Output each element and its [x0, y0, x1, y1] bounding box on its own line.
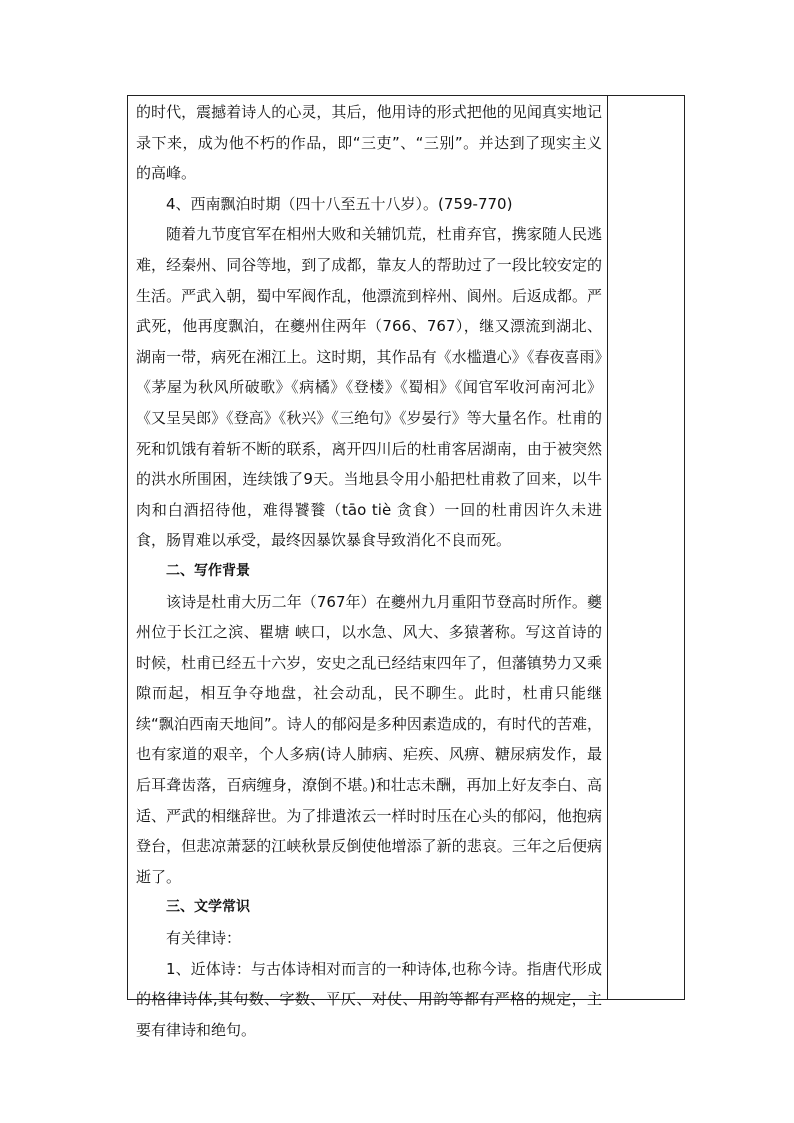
paragraph-modern-style-poetry: 1、近体诗：与古体诗相对而言的一种诗体,也称今诗。指唐代形成的格律诗体,其句数、字数、平仄、对仗、用韵等都有严格的规定，主要有律诗和绝句。: [136, 959, 602, 1039]
paragraph-historical-context: 的时代，震撼着诗人的心灵，其后，他用诗的形式把他的见闻真实地记录下来，成为他不朽的作品，即“三吏”、“三别”。并达到了现实主义的高峰。: [136, 103, 602, 183]
paragraph-writing-background: 该诗是杜甫大历二年（767年）在夔州九月重阳节登高时所作。夔州位于长江之滨、瞿塘 峡口，以水急、风大、多猿著称。写这首诗的时候，杜甫已经五十六岁，安史之乱已经结束四年了，但藩镇势力又乘隙而起，相互争夺地盘，社会动乱，民不聊生。此时，杜甫只能继续“飘泊西南天地间”。诗人的郁闷是多种因素造成的，有时代的苦难，也有家道的艰辛，个人多病(诗人肺病、疟疾、风痹、糖尿病发作，最后耳聋齿落，百病缠身，潦倒不堪。)和壮志未酬，再加上好友李白、高适、严武的相继辞世。为了排遣浓云一样时时压在心头的郁闷，他抱病登台，但悲凉萧瑟的江峡秋景反倒使他增添了新的悲哀。三年之后便病逝了。: [136, 592, 602, 886]
section-heading-literary-knowledge: 三、文学常识: [166, 899, 250, 916]
main-text-cell: [136, 97, 602, 1045]
paragraph-regulated-verse-intro: 有关律诗：: [166, 929, 242, 948]
paragraph-southwest-wandering: 随着九节度官军在相州大败和关辅饥荒，杜甫弃官，携家随人民逃难，经秦州、同谷等地，到了成都，靠友人的帮助过了一段比较安定的生活。严武入朝，蜀中军阀作乱，他漂流到梓州、阆州。后返成都。严武死，他再度飘泊，在夔州住两年（766、767），继又漂流到湖北、湖南一带，病死在湘江上。这时期，其作品有《水槛遣心》《春夜喜雨》《茅屋为秋风所破歌》《病橘》《登楼》《蜀相》《闻官军收河南河北》《又呈吴郎》《登高》《秋兴》《三绝句》《岁晏行》等大量名作。杜甫的死和饥饿有着斩不断的联系，离开四川后的杜甫客居湖南，由于被突然的洪水所围困，连续饿了9天。当地县令用小船把杜甫救了回来，以牛肉和白酒招待他，难得饕餮（tāo tiè 贪食）一回的杜甫因许久未进食，肠胃难以承受，最终因暴饮暴食导致消化不良而死。: [136, 225, 602, 550]
section-heading-writing-background: 二、写作背景: [166, 562, 250, 579]
notes-cell: [608, 96, 685, 999]
period-heading-southwest: 4、西南飘泊时期（四十八至五十八岁）。(759-770): [166, 194, 513, 213]
content-table: [127, 95, 685, 1039]
